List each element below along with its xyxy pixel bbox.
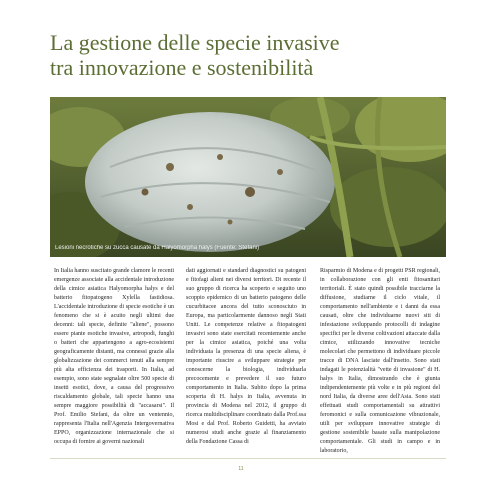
article-title: [50, 30, 450, 80]
gourd-photo: [50, 97, 446, 257]
column-2-text: dati aggiornati e standard diagnostici su patogeni e fitofagi alieni nei diversi territori. Di recente il suo gruppo di ricerca ha scoperto e seguito uno scoppio epidemico di un batterio patogeno delle cucurbitacee ancora del tutto sconosciuto in Europa, ma particolarmente dannoso negli Stati Uniti. Le competenze relative a fitopatogeni invasivi sono state esercitati recentemente anche per la cimice asiatica, poiché una volta individuata la presenza di una specie aliena, è importante riuscire a sviluppare strategie per conoscerne la biologia, individuarla precocemente e prevedere il suo futuro comportamento in Italia. Subito dopo la prima scoperta di H. halys in Italia, avvenuta in provincia di Modena nel 2012, il gruppo di ricerca multidisciplinare coordinato dalla Prof.ssa Mosi e dal Prof. Roberto Guidetti, ha avviato numerosi studi anche grazie al finanziamento della Fondazione Cassa di: [186, 268, 306, 445]
title-line-2: tra innovazione e sostenibilità: [50, 55, 314, 80]
text-column-3: [320, 267, 440, 463]
page-number: 11: [238, 466, 244, 472]
text-column-1: [54, 267, 174, 463]
column-1-text: In Italia hanno suscitato grande clamore le recenti emergenze associate alla accidentale introduzione della cimice asiatica Halyomorpha halys e del batterio fitopatogeno Xylella fastidiosa. L'accidentale introduzione di specie esotiche è un fenomeno che si è acuito negli ultimi due decenni: tali specie, definite "aliene", possono essere piante esotiche invasive, artropodi, funghi o batteri che appartengono a agro-ecosistemi geograficamente distanti, ma connessi grazie alla globalizzazione dei commerci tenuti alla sempre più alta efficienza dei trasporti. In Italia, ad esempio, sono state segnalate oltre 500 specie di insetti esotici, dove, a causa del progressivo riscaldamento globale, tali specie hanno una sempre maggiore possibilità di "accasarsi". Il Prof. Emilio Stefani, da oltre un ventennio, rappresenta l'Italia nell'Agenzia Intergovernativa EPPO, organizzazione internazionale che si occupa di fornire ai governi nazionali: [54, 268, 174, 445]
photo-caption: Lesioni necrotiche su zucca causate da Halyomorpha halys (Fuente: Stefani): [55, 245, 260, 251]
title-line-1: La gestione delle specie invasive: [50, 30, 340, 55]
gourd-photo-illustration: [50, 97, 446, 257]
footer-divider: [50, 458, 446, 459]
column-3-text: Risparmio di Modena e di progetti PSR regionali, in collaborazione con gli enti fitosanitari territoriali. È stato quindi possibile tracciarne la diffusione, studiarne il ciclo vitale, il comportamento nell'ambiente e i danni da essa causati, oltre che individuarne nuovi siti di infestazione sviluppando protocolli di indagine specifici per le diverse coltivazioni attaccate dalla cimice, utilizzando innovative tecniche molecolari che permettono di individuare piccole tracce di DNA lasciate dall'insetto. Sono stati indagati le potenzialità "vette di invasione" di H. halys in Italia, dimostrando che è giunta indipendentemente più volte e in più regioni del nord Italia, da diverse aree dell'Asia. Sono stati effettuati studi comportamentali su attrattivi feromonici e sulla comunicazione vibrazionale, utili per sviluppare innovative strategie di gestione sostenibile basate sulla manipolazione comportamentale. Gli studi in campo e in laboratorio,: [320, 268, 440, 454]
text-column-2: [186, 267, 306, 463]
